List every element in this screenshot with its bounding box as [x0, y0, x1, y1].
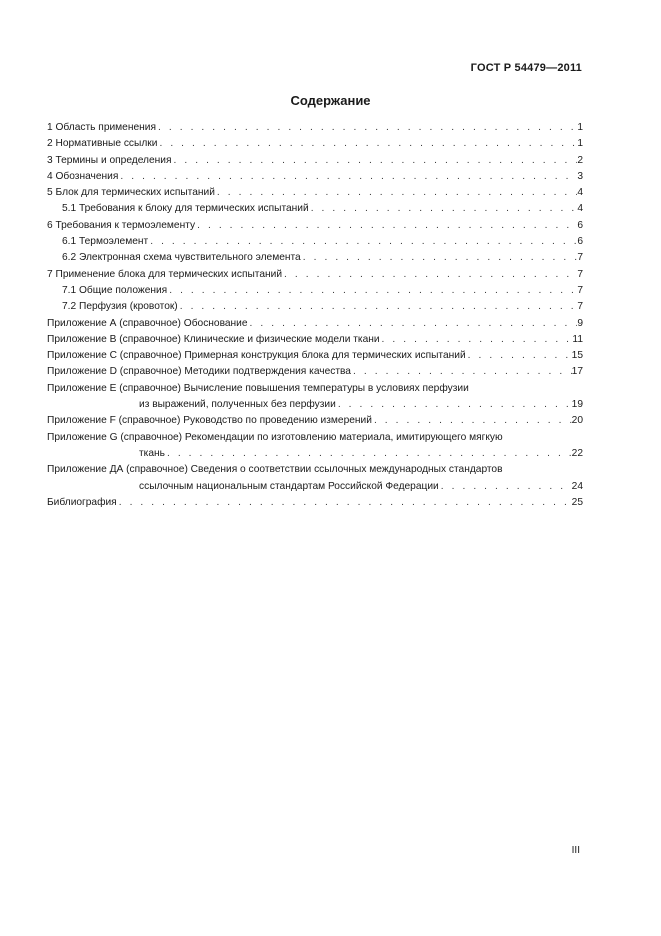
toc-page-number: 4 [577, 203, 583, 215]
toc-page-number: 7 [577, 252, 583, 264]
dot-leader [117, 495, 572, 511]
toc-page-number: 4 [577, 187, 583, 199]
dot-leader [282, 267, 577, 283]
toc-entry-title: 1 Область применения [47, 122, 156, 133]
dot-leader [466, 348, 572, 364]
dot-leader [439, 479, 572, 495]
toc-page-number: 3 [577, 170, 583, 182]
dot-leader [118, 169, 577, 185]
toc-appendix-b[interactable] [47, 332, 583, 348]
toc-page-number: 22 [571, 447, 583, 459]
toc-page-number: 9 [577, 317, 583, 329]
toc-appendix-f[interactable] [47, 413, 583, 429]
toc-entry-title-line1: Приложение ДА (справочное) Сведения о соответствии ссылочных международных стандартов [47, 464, 503, 476]
toc-page-number: 7 [577, 301, 583, 313]
toc-entry-title: 2 Нормативные ссылки [47, 138, 158, 150]
toc-appendix-e[interactable] [47, 381, 583, 414]
toc-entry-title: 7.1 Общие положения [62, 284, 168, 296]
toc-entry-6-2[interactable] [47, 250, 583, 266]
toc-entry-3[interactable] [47, 153, 583, 169]
toc-entry-title-line1: Приложение G (справочное) Рекомендации по изготовлению материала, имитирующего мягкую [47, 431, 503, 443]
dot-leader [195, 218, 577, 234]
toc-bibliography[interactable] [47, 495, 583, 511]
toc-entry-title: 6.2 Электронная схема чувствительного элемента [62, 252, 301, 264]
toc-appendix-a[interactable] [47, 316, 583, 332]
dot-leader [248, 316, 578, 332]
dot-leader [157, 136, 577, 152]
toc-entry-7-1[interactable] [47, 283, 583, 299]
toc-page-number: 19 [571, 399, 583, 411]
toc-appendix-da[interactable] [47, 462, 583, 495]
toc-entry-6[interactable] [47, 218, 583, 234]
toc-entry-title: 6.1 Термоэлемент [62, 236, 149, 248]
toc-page-number: 11 [572, 333, 583, 345]
toc-entry-title: 7.2 Перфузия (кровоток) [62, 301, 178, 313]
toc-entry-title-line2: ссылочным национальным стандартам Российской Федерации [139, 480, 439, 492]
toc-entry-7[interactable] [47, 267, 583, 283]
toc-page-number: 15 [571, 350, 583, 362]
dot-leader [372, 413, 572, 429]
toc-entry-1[interactable] [47, 120, 583, 136]
toc-entry-title: 3 Термины и определения [47, 154, 172, 166]
dot-leader [148, 234, 577, 250]
page-title: Содержание [290, 93, 371, 108]
toc-entry-5[interactable] [47, 185, 583, 201]
toc-entry-title: Приложение В (справочное) Клинические и физические модели ткани [47, 333, 380, 345]
toc-entry-title: 4 Обозначения [47, 170, 119, 182]
toc-appendix-g[interactable] [47, 430, 583, 463]
table-of-contents [47, 120, 583, 511]
dot-leader [351, 364, 572, 380]
page-number: III [571, 845, 580, 856]
dot-leader [171, 153, 577, 169]
toc-page-number: 25 [571, 496, 583, 508]
toc-page-number: 2 [577, 154, 583, 166]
toc-entry-2[interactable] [47, 136, 583, 152]
toc-entry-title-line1: Приложение Е (справочное) Вычисление повышения температуры в условиях перфузии [47, 382, 469, 394]
document-id: ГОСТ Р 54479—2011 [470, 62, 582, 74]
toc-page-number: 24 [571, 480, 583, 492]
toc-appendix-d[interactable] [47, 364, 583, 380]
dot-leader [301, 250, 578, 266]
toc-entry-5-1[interactable] [47, 201, 583, 217]
toc-entry-title: Приложение F (справочное) Руководство по проведению измерений [47, 415, 372, 427]
toc-entry-title: 7 Применение блока для термических испытаний [47, 268, 283, 280]
toc-entry-title: Приложение А (справочное) Обоснование [47, 317, 248, 329]
toc-entry-6-1[interactable] [47, 234, 583, 250]
toc-entry-title: 5 Блок для термических испытаний [47, 187, 215, 199]
toc-page-number: 7 [577, 268, 583, 280]
toc-entry-title: Библиография [47, 496, 117, 508]
toc-page-number: 1 [577, 122, 583, 133]
toc-entry-title: 6 Требования к термоэлементу [47, 219, 196, 231]
toc-page-number: 6 [577, 219, 583, 231]
dot-leader [178, 299, 578, 315]
toc-page-number: 1 [577, 138, 583, 150]
toc-page-number: 20 [571, 415, 583, 427]
toc-entry-title-line2: из выражений, полученных без перфузии [139, 399, 336, 411]
toc-entry-7-2[interactable] [47, 299, 583, 315]
dot-leader [380, 332, 573, 348]
toc-entry-title: Приложение D (справочное) Методики подтверждения качества [47, 366, 351, 378]
toc-entry-title: Приложение С (справочное) Примерная конструкция блока для термических испытаний [47, 350, 466, 362]
dot-leader [156, 120, 577, 136]
dot-leader [215, 185, 577, 201]
toc-appendix-c[interactable] [47, 348, 583, 364]
dot-leader [309, 201, 578, 217]
dot-leader [165, 446, 572, 462]
toc-page-number: 6 [577, 236, 583, 248]
toc-entry-title-line2: ткань [139, 447, 165, 459]
toc-page-number: 17 [571, 366, 583, 378]
dot-leader [167, 283, 577, 299]
toc-entry-4[interactable] [47, 169, 583, 185]
toc-entry-title: 5.1 Требования к блоку для термических испытаний [62, 203, 309, 215]
toc-page-number: 7 [577, 284, 583, 296]
dot-leader [336, 397, 572, 413]
